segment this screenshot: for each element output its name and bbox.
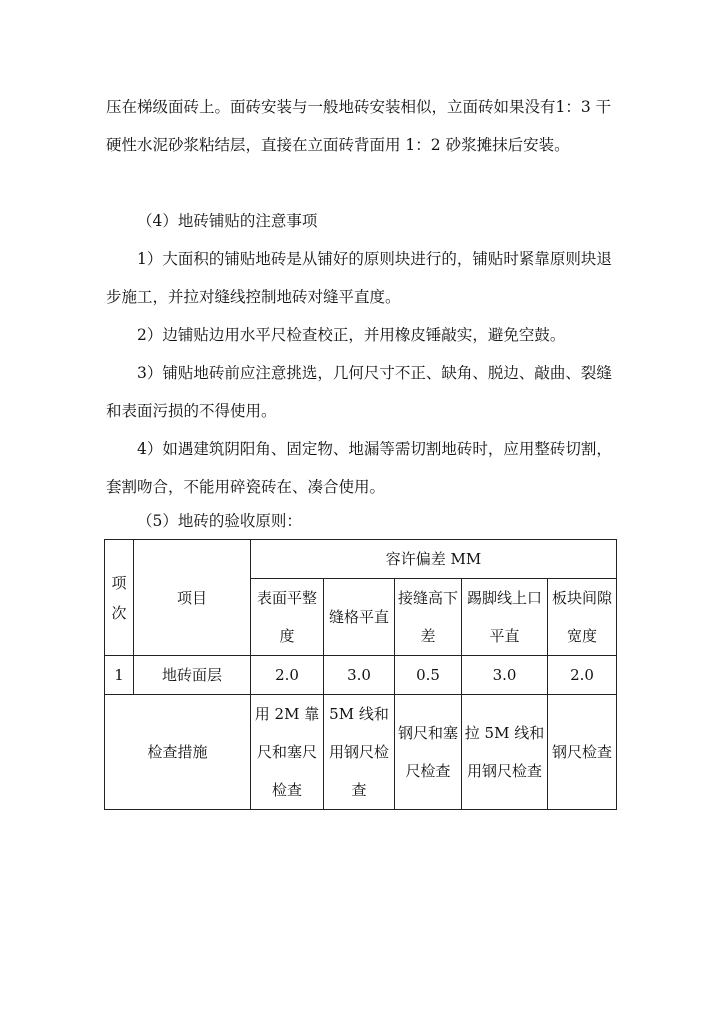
header-skirting-straightness: 踢脚线上口平直 [462, 579, 548, 656]
row2-label: 检查措施 [105, 695, 251, 810]
header-surface-flatness: 表面平整度 [251, 579, 324, 656]
paragraph-stair-tiles: 压在梯级面砖上。面砖安装与一般地砖安装相似，立面砖如果没有1：3 干硬性水泥砂浆粘结层，直接在立面砖背面用 1：2 砂浆摊抹后安装。 [106, 98, 612, 154]
row2-method: 钢尺和塞尺检查 [395, 695, 462, 810]
paragraph-precaution-1: 1）大面积的铺贴地砖是从铺好的原则块进行的，铺贴时紧靠原则块退步施工，并拉对缝线控制地砖对缝平直度。 [106, 250, 612, 306]
row2-method: 钢尺检查 [548, 695, 617, 810]
paragraph-precaution-3: 3）铺贴地砖前应注意挑选，几何尺寸不正、缺角、脱边、敲曲、裂缝和表面污损的不得使用。 [106, 364, 612, 420]
row1-value: 3.0 [324, 656, 395, 695]
header-gap-width: 板块间隙宽度 [548, 579, 617, 656]
row2-method: 5M 线和用钢尺检查 [324, 695, 395, 810]
header-item: 项目 [134, 540, 251, 656]
row1-value: 3.0 [462, 656, 548, 695]
paragraph-precaution-4: 4）如遇建筑阴阳角、固定物、地漏等需切割地砖时，应用整砖切割，套割吻合，不能用碎瓷砖在、凑合使用。 [106, 440, 612, 496]
row1-index: 1 [105, 656, 134, 695]
row1-value: 2.0 [251, 656, 324, 695]
paragraph-precaution-2: 2）边铺贴边用水平尺检查校正，并用橡皮锤敲实，避免空鼓。 [137, 326, 566, 344]
header-joint-straightness: 缝格平直 [324, 579, 395, 656]
row1-value: 0.5 [395, 656, 462, 695]
section-heading-precautions: （4）地砖铺贴的注意事项 [137, 212, 318, 230]
row1-value: 2.0 [548, 656, 617, 695]
header-joint-height-diff: 接缝高下差 [395, 579, 462, 656]
acceptance-table [104, 539, 617, 810]
header-tolerance: 容许偏差 MM [251, 540, 617, 579]
row1-item: 地砖面层 [134, 656, 251, 695]
header-index: 项次 [105, 540, 134, 656]
row2-method: 用 2M 靠尺和塞尺检查 [251, 695, 324, 810]
section-heading-acceptance: （5）地砖的验收原则： [137, 512, 302, 530]
row2-method: 拉 5M 线和用钢尺检查 [462, 695, 548, 810]
